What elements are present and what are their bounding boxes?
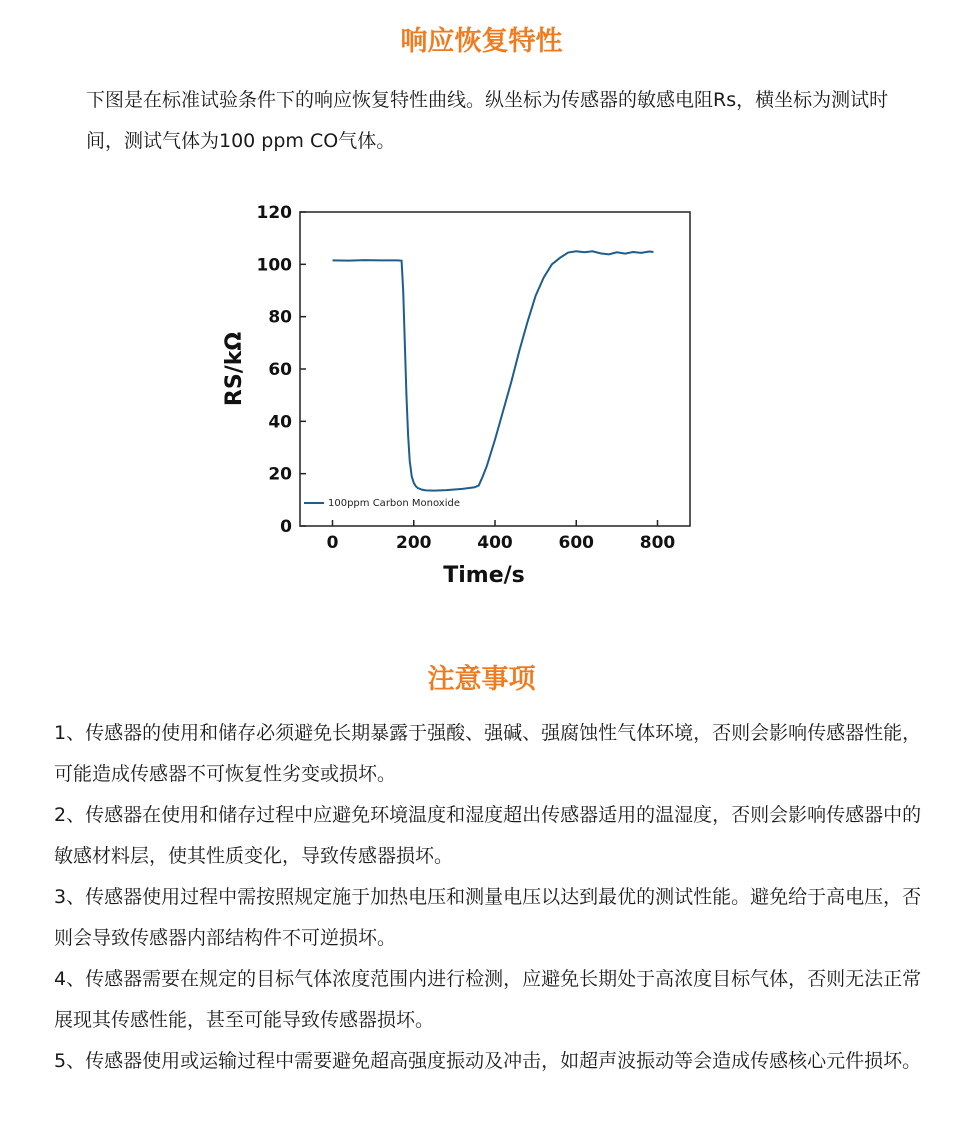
y-tick-label: 60: [268, 360, 292, 380]
note-item: 2、传感器在使用和储存过程中应避免环境温度和湿度超出传感器适用的温湿度，否则会影响传感器中的敏感材料层，使其性质变化，导致传感器损坏。: [54, 804, 922, 867]
section-title-response: 响应恢复特性: [400, 26, 563, 57]
y-tick-label: 0: [280, 517, 292, 537]
note-item: 4、传感器需要在规定的目标气体浓度范围内进行检测，应避免长期处于高浓度目标气体，否则无法正常展现其传感性能，甚至可能导致传感器损坏。: [54, 968, 922, 1031]
legend: [304, 498, 460, 509]
section-title-notes: 注意事项: [427, 664, 536, 695]
x-tick-label: 600: [558, 533, 594, 553]
x-tick-label: 400: [477, 533, 513, 553]
response-recovery-chart: [200, 195, 710, 595]
x-tick-label: 200: [396, 533, 432, 553]
y-axis-ticks: [257, 203, 307, 537]
series-line-co: [333, 251, 654, 490]
x-tick-label: 800: [639, 533, 676, 553]
y-tick-label: 40: [268, 412, 292, 433]
note-item: 5、传感器使用或运输过程中需要避免超高强度振动及冲击，如超声波振动等会造成传感核心元件损坏。: [54, 1050, 922, 1072]
y-tick-label: 120: [256, 203, 292, 223]
x-tick-label: 0: [326, 533, 339, 553]
x-axis-ticks: [327, 520, 676, 553]
legend-label: 100ppm Carbon Monoxide: [328, 498, 460, 509]
note-item: 1、传感器的使用和储存必须避免长期暴露于强酸、强碱、强腐蚀性气体环境，否则会影响传感器性能，可能造成传感器不可恢复性劣变或损坏。: [54, 722, 922, 785]
y-tick-label: 100: [256, 255, 292, 276]
y-tick-label: 20: [268, 464, 292, 485]
notes-list: [54, 713, 926, 1082]
y-axis-title: RS/kΩ: [222, 331, 247, 407]
intro-paragraph: 下图是在标准试验条件下的响应恢复特性曲线。纵坐标为传感器的敏感电阻Rs，横坐标为测试时间，测试气体为100 ppm CO气体。: [86, 89, 889, 152]
y-tick-label: 80: [268, 307, 292, 328]
plot-frame: [300, 212, 690, 526]
x-axis-title: Time/s: [443, 563, 525, 588]
note-item: 3、传感器使用过程中需按照规定施于加热电压和测量电压以达到最优的测试性能。避免给于高电压，否则会导致传感器内部结构件不可逆损坏。: [54, 886, 922, 949]
